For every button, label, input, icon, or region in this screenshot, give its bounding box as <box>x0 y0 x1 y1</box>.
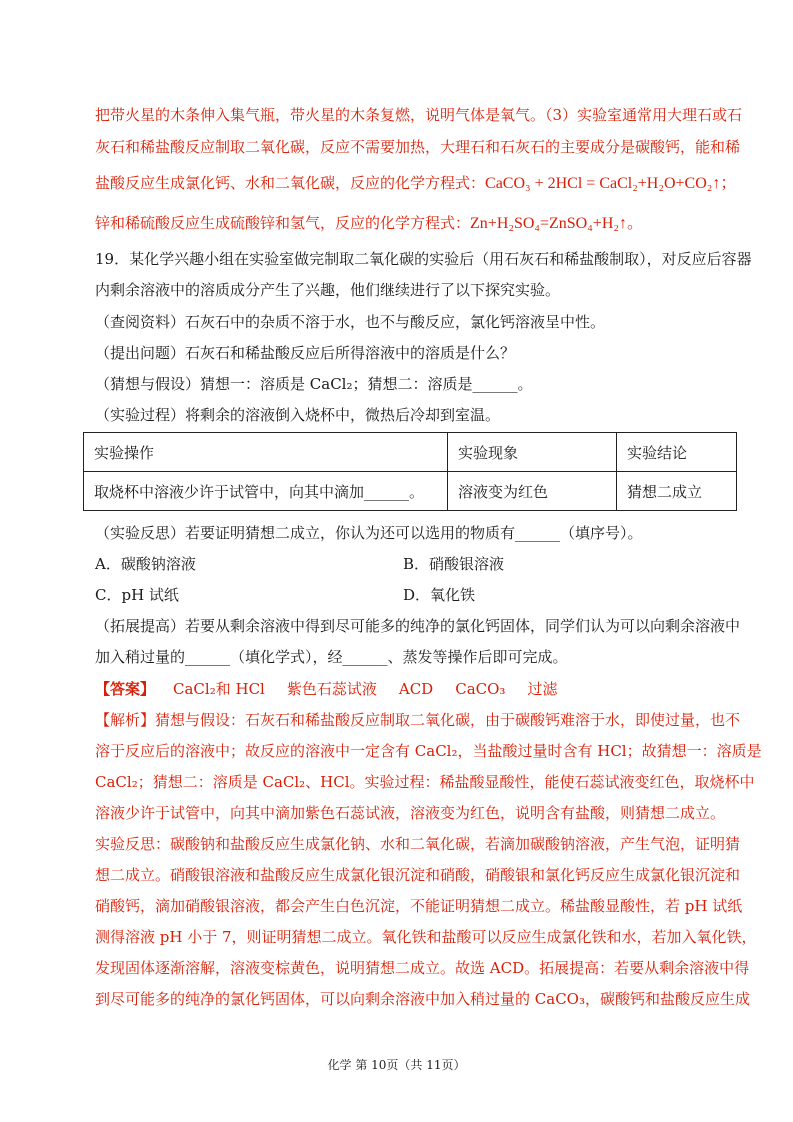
option-c: C．pH 试纸 <box>95 586 179 604</box>
table-header-operation: 实验操作 <box>84 433 448 472</box>
analysis-line-1: 【解析】猜想与假设：石灰石和稀盐酸反应制取二氧化碳，由于碳酸钙难溶于水，即使过量，也不 <box>95 711 741 729</box>
question-line-3: （查阅资料）石灰石中的杂质不溶于水，也不与酸反应，氯化钙溶液呈中性。 <box>95 313 606 331</box>
analysis-line-8: 测得溶液 pH 小于 7，则证明猜想二成立。氧化铁和盐酸可以反应生成氯化铁和水，若加入氧化铁， <box>95 928 757 946</box>
question-line-1: 19．某化学兴趣小组在实验室做完制取二氧化碳的实验后（用石灰石和稀盐酸制取），对反应后容器 <box>95 250 752 268</box>
answer-tag: 【答案】 <box>95 680 156 698</box>
caco3-equation: CaCO₃ + 2HCl = CaCl₂+H₂O+CO₂↑； <box>485 175 737 192</box>
answer-item-4: CaCO₃ <box>455 680 506 698</box>
extension-line-1: （拓展提高）若要从剩余溶液中得到尽可能多的纯净的氯化钙固体，同学们认为可以向剩余溶液中 <box>95 617 741 635</box>
page-footer: 化学 第 10页（共 11页） <box>327 1058 466 1072</box>
prev-answer-line-2: 灰石和稀盐酸反应制取二氧化碳，反应不需要加热，大理石和石灰石的主要成分是碳酸钙，能和稀 <box>95 138 741 156</box>
analysis-line-2: 溶于反应后的溶液中；故反应的溶液中一定含有 CaCl₂，当盐酸过量时含有 HCl；故猜想一：溶质是 <box>95 742 762 760</box>
table-header-row <box>84 433 737 472</box>
analysis-line-5: 实验反思：碳酸钠和盐酸反应生成氯化钠、水和二氧化碳，若滴加碳酸钠溶液，产生气泡，证明猜 <box>95 835 741 853</box>
table-header-conclusion: 实验结论 <box>617 433 737 472</box>
prev-answer-line-4 <box>95 212 705 235</box>
experiment-table <box>83 432 737 511</box>
answer-item-5: 过滤 <box>527 680 558 698</box>
prev-answer-line-3-text: 盐酸反应生成氯化钙、水和二氧化碳，反应的化学方程式： <box>95 174 486 192</box>
answer-item-2: 紫色石蕊试液 <box>286 680 377 698</box>
table-header-phenomenon: 实验现象 <box>448 433 617 472</box>
option-a: A．碳酸钠溶液 <box>95 555 196 573</box>
table-cell-phenomenon: 溶液变为红色 <box>448 472 617 511</box>
table-cell-operation: 取烧杯中溶液少许于试管中，向其中滴加______。 <box>84 472 448 511</box>
table-row <box>84 472 737 511</box>
analysis-line-9: 发现固体逐渐溶解，溶液变棕黄色，说明猜想二成立。故选 ACD。拓展提高：若要从剩余溶液中得 <box>95 959 750 977</box>
question-line-4: （提出问题）石灰石和稀盐酸反应后所得溶液中的溶质是什么？ <box>95 344 516 362</box>
zn-equation: Zn+H₂SO₄=ZnSO₄+H₂↑。 <box>470 215 643 232</box>
prev-answer-line-3 <box>95 172 737 195</box>
question-line-6: （实验过程）将剩余的溶液倒入烧杯中，微热后冷却到室温。 <box>95 406 501 424</box>
question-line-5: （猜想与假设）猜想一：溶质是 CaCl₂；猜想二：溶质是______。 <box>95 375 533 393</box>
option-d: D．氧化铁 <box>403 586 476 604</box>
analysis-line-3: CaCl₂；猜想二：溶质是 CaCl₂、HCl。实验过程：稀盐酸显酸性，能使石蕊试液变红色，取烧杯中 <box>95 773 755 791</box>
answer-item-1: CaCl₂和 HCl <box>173 680 265 698</box>
reflection-line: （实验反思）若要证明猜想二成立，你认为还可以选用的物质有______（填序号）。 <box>95 524 643 542</box>
analysis-line-6: 想二成立。硝酸银溶液和盐酸反应生成氯化银沉淀和硝酸，硝酸银和氯化钙反应生成氯化银沉淀和 <box>95 866 741 884</box>
analysis-line-7: 硝酸钙，滴加硝酸银溶液，都会产生白色沉淀，不能证明猜想二成立。稀盐酸显酸性，若 pH 试纸 <box>95 897 743 915</box>
table-cell-conclusion: 猜想二成立 <box>617 472 737 511</box>
prev-answer-line-4-text: 锌和稀硫酸反应生成硫酸锌和氢气，反应的化学方程式： <box>95 214 471 232</box>
prev-answer-line-1: 把带火星的木条伸入集气瓶，带火星的木条复燃，说明气体是氧气。（3）实验室通常用大理石或石 <box>95 106 743 124</box>
question-line-2: 内剩余溶液中的溶质成分产生了兴趣，他们继续进行了以下探究实验。 <box>95 281 561 299</box>
extension-line-2: 加入稍过量的______（填化学式），经______、蒸发等操作后即可完成。 <box>95 648 568 666</box>
answer-item-3: ACD <box>398 680 434 698</box>
analysis-line-4: 溶液少许于试管中，向其中滴加紫色石蕊试液，溶液变为红色，说明含有盐酸，则猜想二成立。 <box>95 804 726 822</box>
answer-line <box>95 678 579 700</box>
option-b: B．硝酸银溶液 <box>403 555 505 573</box>
analysis-line-10: 到尽可能多的纯净的氯化钙固体，可以向剩余溶液中加入稍过量的 CaCO₃，碳酸钙和盐酸反应生成 <box>95 990 750 1008</box>
